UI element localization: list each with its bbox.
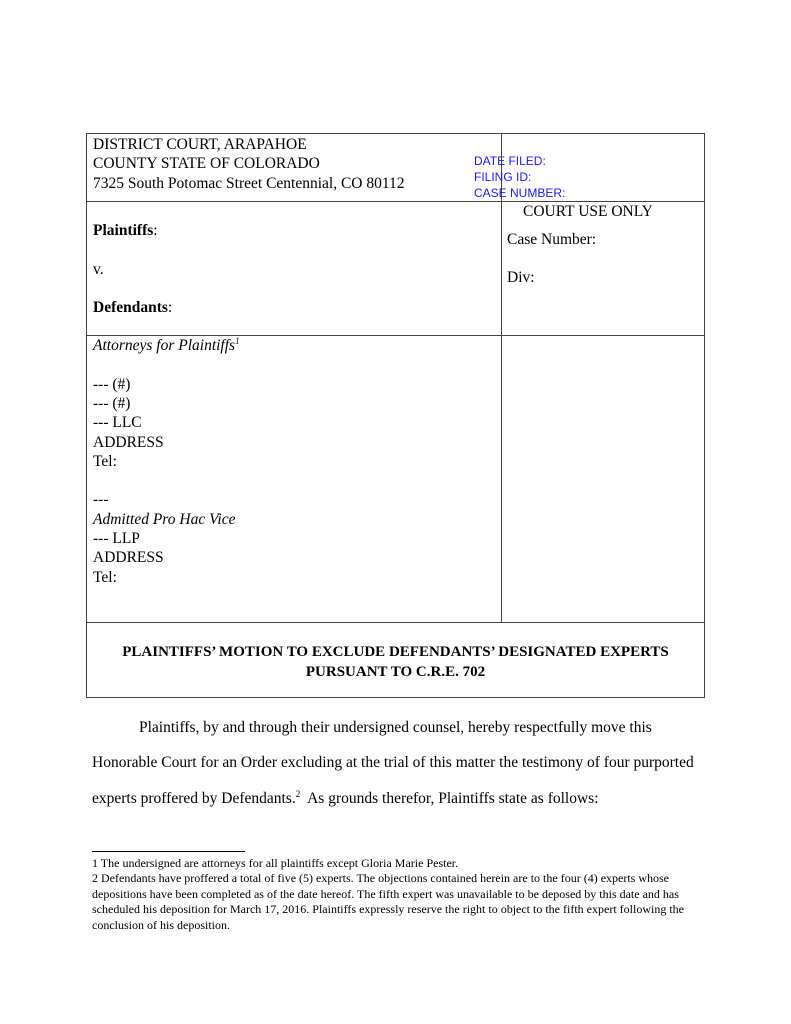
date-filed-label: DATE FILED:: [474, 154, 546, 168]
motion-title: [87, 642, 704, 682]
pro-hac-vice-label: Admitted Pro Hac Vice: [93, 511, 236, 528]
footnote-ref-2: 2: [295, 788, 301, 799]
defendants-label-text: Defendants: [93, 299, 168, 316]
attorney-line: Tel:: [93, 569, 117, 586]
motion-title-line-1: PLAINTIFFS’ MOTION TO EXCLUDE DEFENDANTS’ DESIGNATED EXPERTS: [122, 644, 669, 660]
attorney-separator: ---: [93, 491, 109, 508]
attorney-line: ADDRESS: [93, 434, 164, 451]
body-line-3-b: As grounds therefor, Plaintiffs state as follows:: [300, 790, 599, 807]
court-name-line-2: COUNTY STATE OF COLORADO: [93, 155, 320, 172]
attorneys-heading: [93, 336, 240, 355]
filing-id-label: FILING ID:: [474, 170, 532, 184]
body-line-1: Plaintiffs, by and through their undersigned counsel, hereby respectfully move this: [139, 719, 652, 736]
case-number-stamp-label: CASE NUMBER:: [474, 186, 566, 200]
court-use-only-heading: COURT USE ONLY: [523, 203, 653, 220]
footnote-separator: [92, 851, 245, 852]
footnote-ref-1: 1: [235, 335, 240, 346]
caption-table: [86, 133, 705, 698]
attorney-line: Tel:: [93, 453, 117, 470]
case-number-label: Case Number:: [507, 231, 597, 248]
plaintiffs-colon: :: [153, 222, 158, 239]
plaintiffs-label: [93, 221, 158, 240]
footnote-1: 1 The undersigned are attorneys for all plaintiffs except Gloria Marie Pester.: [92, 856, 459, 870]
body-line-3-a: experts proffered by Defendants.: [92, 790, 296, 807]
defendants-label: [93, 298, 172, 317]
plaintiffs-label-text: Plaintiffs: [93, 222, 154, 239]
attorney-line: --- LLC: [93, 414, 142, 431]
court-name-line-1: DISTRICT COURT, ARAPAHOE: [93, 136, 307, 153]
versus-label: v.: [93, 261, 104, 278]
div-label: Div:: [507, 269, 535, 286]
body-line-2: Honorable Court for an Order excluding at the trial of this matter the testimony of four purported: [92, 754, 694, 771]
attorney-line: ADDRESS: [93, 549, 164, 566]
court-address: 7325 South Potomac Street Centennial, CO 80112: [93, 175, 405, 192]
attorney-line: --- (#): [93, 376, 131, 393]
motion-title-line-2: PURSUANT TO C.R.E. 702: [305, 664, 486, 680]
defendants-colon: :: [167, 299, 173, 316]
body-line-3: [92, 789, 702, 808]
footnote-2: 2 Defendants have proffered a total of five (5) experts. The objections contained herein are to the four (4) experts whose depositions have been completed as of the date hereof. The fifth expert was unavailable to be deposed by this date and has scheduled his deposition for March 17, 2016. Plaintiffs expressly reserve the right to object to the fifth expert following the conclusion of his deposition.: [92, 871, 684, 932]
attorney-line: --- LLP: [93, 530, 140, 547]
row-divider-title: [87, 622, 704, 623]
attorneys-heading-text: Attorneys for Plaintiffs: [93, 337, 236, 354]
attorney-line: --- (#): [93, 395, 131, 412]
column-divider: [501, 134, 502, 622]
